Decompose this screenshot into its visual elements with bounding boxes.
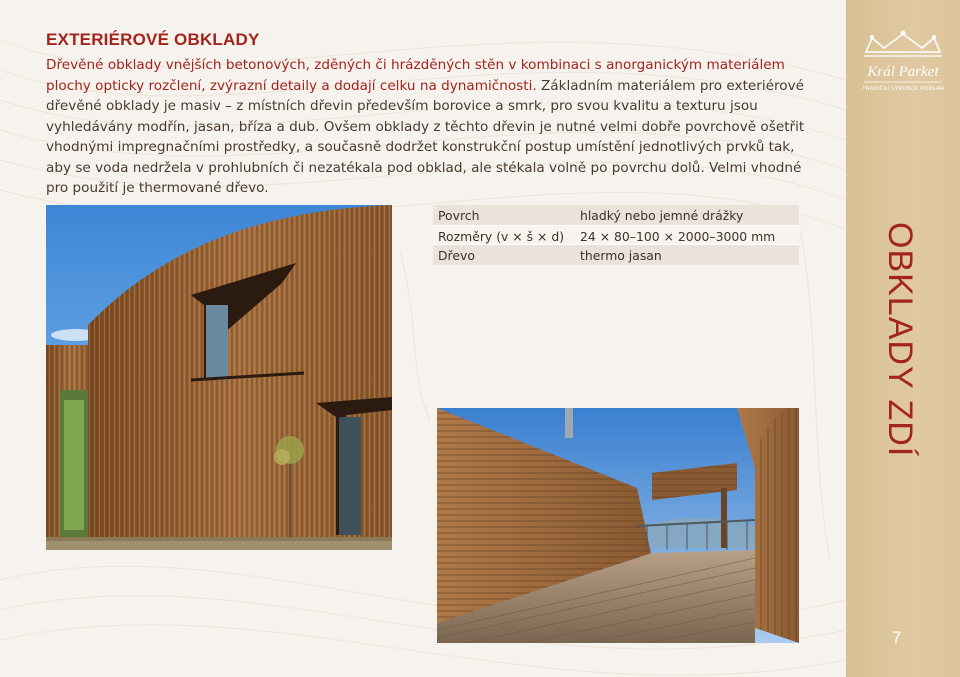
spec-row-surface bbox=[433, 205, 799, 225]
intro-body: Základním materiálem pro exteriérové dřevěné obklady je masiv – z místních dřevin především borovice a smrk, pro svou kvalitu a texturu jsou vyhledávány modřín, jasan, bříza a dub. Ovšem obklady z těchto dřevin je nutné velmi dobře povrchově ošetřit vhodnými impregnačními prostředky, a současně dodržet konstrukční postup umístění jednotlivých prvků tak, aby se voda nedržela v prohlubních či nezatékala pod obklad, ale stékala volně po povrchu dolů. bbox=[46, 77, 805, 176]
logo-text: Král Parket bbox=[867, 64, 939, 80]
page-title: EXTERIÉROVÉ OBKLADY bbox=[46, 30, 260, 49]
spec-value: 24 × 80–100 × 2000–3000 mm bbox=[580, 229, 776, 244]
brand-logo bbox=[858, 30, 948, 92]
spec-row-dimensions bbox=[433, 225, 799, 245]
logo-tagline: TRADIČNÍ VÝROBCE PODLAH bbox=[862, 86, 944, 92]
terrace-photo bbox=[437, 408, 799, 643]
spec-value: thermo jasan bbox=[580, 248, 662, 263]
spec-label: Dřevo bbox=[438, 248, 475, 263]
facade-photo bbox=[46, 205, 392, 550]
page-number: 7 bbox=[892, 628, 902, 647]
intro-closing: Velmi vhodné pro použití je thermované dřevo. bbox=[46, 159, 802, 196]
spec-label: Rozměry (v × š × d) bbox=[438, 229, 565, 244]
spec-value: hladký nebo jemné drážky bbox=[580, 208, 744, 223]
intro-paragraph bbox=[46, 55, 816, 199]
spec-label: Povrch bbox=[438, 208, 480, 223]
spec-row-wood bbox=[433, 245, 799, 265]
intro-lead: Dřevěné obklady vnějších betonových, zděných či hrázděných stěn v kombinaci s anorganickým materiálem plochy opticky rozčlení, zvýrazní detaily a dodají celku na dynamičnosti. bbox=[46, 57, 785, 94]
specs-table bbox=[433, 205, 799, 265]
section-title: OBKLADY ZDÍ bbox=[881, 222, 919, 458]
